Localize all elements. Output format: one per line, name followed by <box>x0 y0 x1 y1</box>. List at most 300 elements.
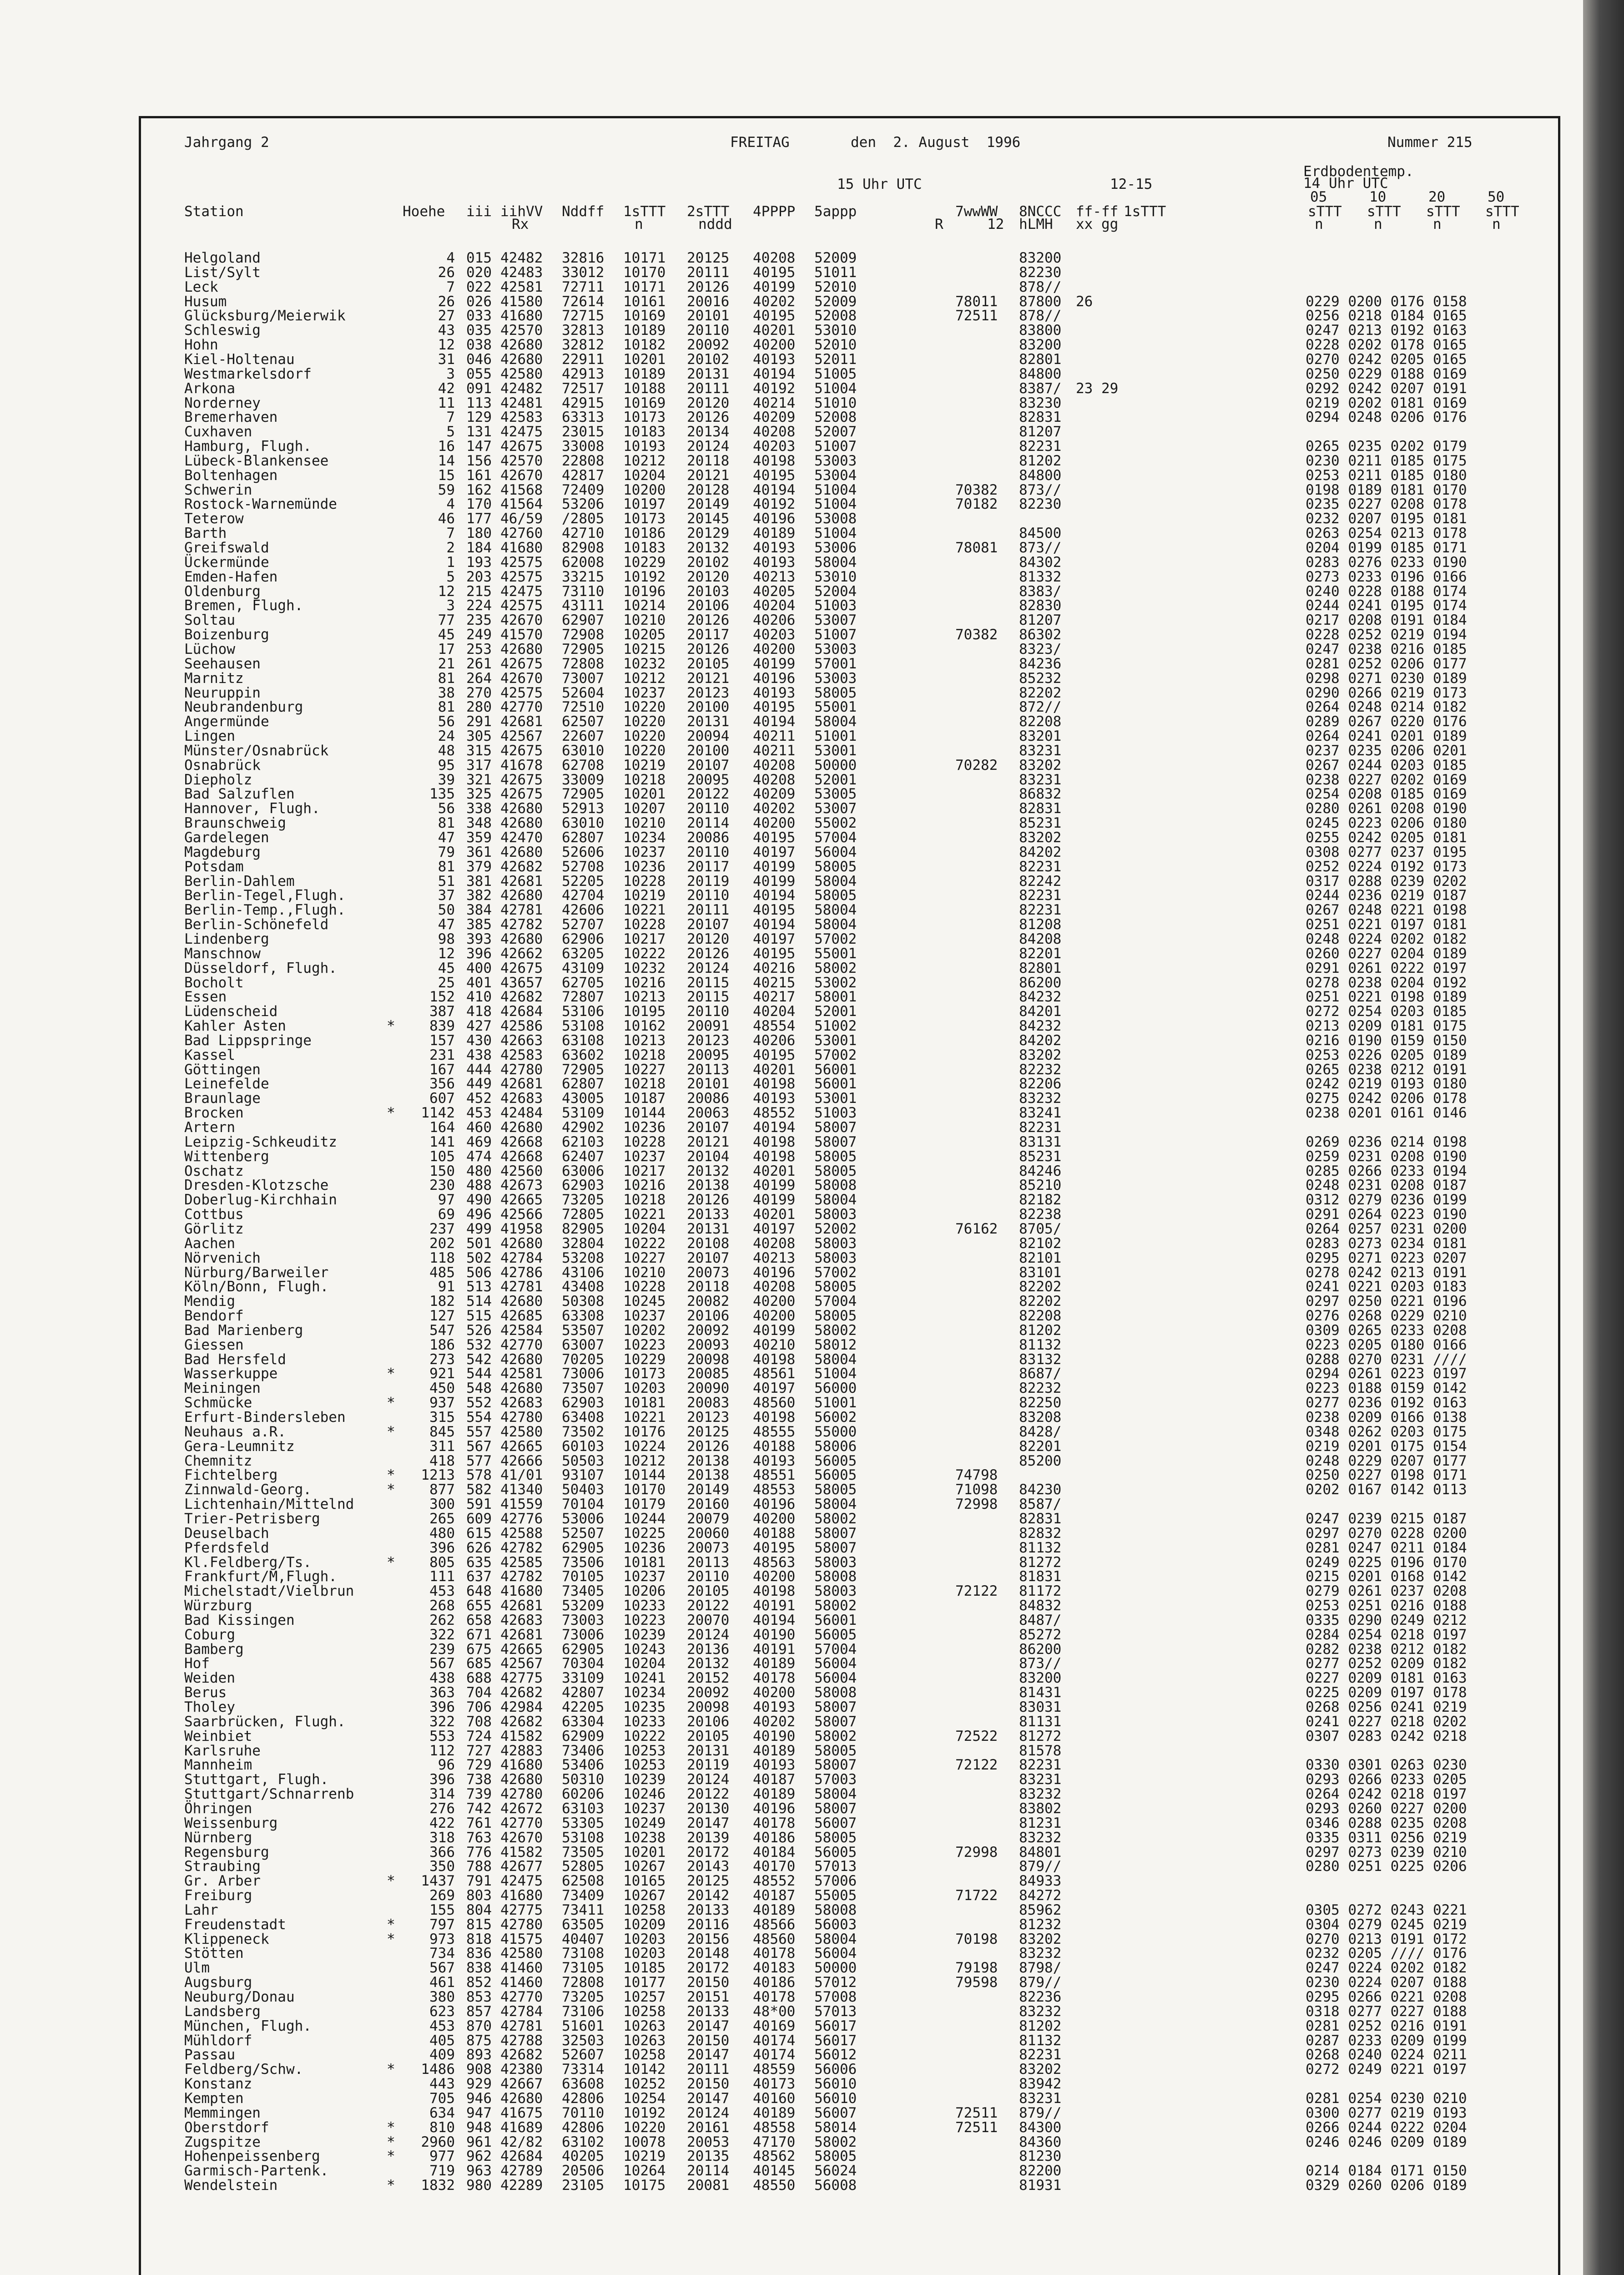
table-cell: 12 <box>438 945 455 962</box>
table-cell: 0280 0261 0208 0190 <box>1306 800 1467 817</box>
station-name: Glücksburg/Meierwik <box>184 308 346 324</box>
table-cell: 0247 0213 0192 0163 <box>1306 322 1467 339</box>
table-cell: 0228 0202 0178 0165 <box>1306 337 1467 354</box>
table-cell: 82208 <box>1019 713 1062 730</box>
table-cell: 42482 <box>500 250 543 266</box>
table-cell: 57001 <box>814 655 857 672</box>
table-cell: 738 <box>466 1771 492 1788</box>
table-cell: 805 <box>429 1554 455 1571</box>
table-cell: 401 <box>466 974 492 991</box>
table-cell: 53206 <box>562 496 605 513</box>
table-cell: 20132 <box>687 1163 730 1179</box>
table-cell: 20124 <box>687 438 730 455</box>
table-cell: 51005 <box>814 365 857 382</box>
table-cell: 58014 <box>814 2119 857 2136</box>
table-cell: 20114 <box>687 815 730 832</box>
table-cell: 42583 <box>500 1046 543 1063</box>
table-cell: 10201 <box>623 1844 666 1860</box>
table-cell: 40197 <box>753 844 796 860</box>
table-cell: 387 <box>429 1003 455 1020</box>
table-cell: 20148 <box>687 1945 730 1962</box>
station-name: Chemnitz <box>184 1452 252 1469</box>
table-cell: 0281 0252 0216 0191 <box>1306 2017 1467 2034</box>
table-cell: 81 <box>438 670 455 687</box>
table-cell: 0245 0223 0206 0180 <box>1306 815 1467 832</box>
table-cell: 10201 <box>623 786 666 803</box>
station-name: Emden-Hafen <box>184 568 278 585</box>
table-cell: 52507 <box>562 1525 605 1542</box>
table-cell: 57002 <box>814 1046 857 1063</box>
table-cell: 10169 <box>623 308 666 324</box>
table-cell: 48550 <box>753 2177 796 2194</box>
table-cell: 135 <box>429 786 455 803</box>
table-cell: 42770 <box>500 699 543 716</box>
table-cell: 10263 <box>623 2032 666 2049</box>
table-cell: 53007 <box>814 800 857 817</box>
column-subheader: 12 <box>987 216 1004 233</box>
table-cell: 0268 0240 0224 0211 <box>1306 2047 1467 2063</box>
table-cell: 10228 <box>623 1133 666 1150</box>
table-cell: 0228 0252 0219 0194 <box>1306 627 1467 643</box>
table-cell: 72905 <box>562 786 605 803</box>
table-cell: 83208 <box>1019 1409 1062 1426</box>
table-cell: 0346 0288 0235 0208 <box>1306 1815 1467 1831</box>
table-cell: 72808 <box>562 655 605 672</box>
table-cell: 742 <box>466 1800 492 1817</box>
table-cell: 82232 <box>1019 1380 1062 1397</box>
table-cell: 82208 <box>1019 1308 1062 1325</box>
table-cell: 0312 0279 0236 0199 <box>1306 1192 1467 1208</box>
table-cell: 348 <box>466 815 492 832</box>
station-name: Görlitz <box>184 1220 244 1237</box>
table-cell: 688 <box>466 1670 492 1687</box>
table-cell: 40196 <box>753 1496 796 1513</box>
table-cell: 0238 0209 0166 0138 <box>1306 1409 1467 1426</box>
column-subheader: n <box>1374 216 1382 233</box>
table-cell: 215 <box>466 583 492 600</box>
table-cell: 20118 <box>687 1279 730 1295</box>
table-cell: 82231 <box>1019 1757 1062 1774</box>
table-cell: 62909 <box>562 1728 605 1744</box>
table-cell: 42780 <box>500 1916 543 1933</box>
table-cell: 40205 <box>753 583 796 600</box>
table-cell: 32813 <box>562 322 605 339</box>
table-cell: 58005 <box>814 684 857 701</box>
table-cell: 78011 <box>955 293 998 310</box>
table-cell: * <box>387 2148 395 2165</box>
table-cell: 42683 <box>500 1395 543 1411</box>
table-cell: 724 <box>466 1728 492 1744</box>
table-cell: 84232 <box>1019 989 1062 1006</box>
table-cell: 249 <box>466 627 492 643</box>
table-cell: 52805 <box>562 1858 605 1875</box>
table-cell: 033 <box>466 308 492 324</box>
table-cell: 86200 <box>1019 974 1062 991</box>
table-cell: 43109 <box>562 960 605 976</box>
table-cell: 72510 <box>562 699 605 716</box>
station-name: Marnitz <box>184 670 244 687</box>
table-cell: 42/82 <box>500 2133 543 2150</box>
table-cell: 10193 <box>623 438 666 455</box>
table-cell: 10223 <box>623 1612 666 1628</box>
table-cell: 42680 <box>500 800 543 817</box>
table-cell: 396 <box>429 1539 455 1556</box>
table-cell: 788 <box>466 1858 492 1875</box>
table-cell: 40195 <box>753 829 796 846</box>
table-cell: 42575 <box>500 554 543 571</box>
table-cell: 0253 0211 0185 0180 <box>1306 467 1467 484</box>
table-cell: 58004 <box>814 916 857 933</box>
table-cell: 52001 <box>814 1003 857 1020</box>
table-cell: 0225 0209 0197 0178 <box>1306 1684 1467 1701</box>
table-cell: 53109 <box>562 1105 605 1122</box>
table-cell: 51001 <box>814 728 857 745</box>
table-cell: 81231 <box>1019 1815 1062 1831</box>
table-cell: 40191 <box>753 1598 796 1614</box>
table-cell: 55000 <box>814 1423 857 1440</box>
table-cell: 20142 <box>687 1887 730 1904</box>
table-cell: 0217 0208 0191 0184 <box>1306 612 1467 629</box>
table-cell: 10202 <box>623 1322 666 1339</box>
station-name: Manschnow <box>184 945 261 962</box>
table-cell: 671 <box>466 1626 492 1643</box>
table-cell: 40189 <box>753 1742 796 1759</box>
table-cell: 71722 <box>955 1887 998 1904</box>
station-name: Helgoland <box>184 250 261 266</box>
table-cell: 53001 <box>814 1090 857 1107</box>
table-cell: 79598 <box>955 1974 998 1991</box>
table-cell: 40208 <box>753 1279 796 1295</box>
table-cell: 8798/ <box>1019 1960 1062 1977</box>
table-cell: 453 <box>466 1105 492 1122</box>
table-cell: 55005 <box>814 1887 857 1904</box>
table-cell: 82238 <box>1019 1206 1062 1223</box>
table-cell: 70198 <box>955 1931 998 1947</box>
table-cell: 83031 <box>1019 1699 1062 1715</box>
table-cell: 40200 <box>753 641 796 657</box>
table-cell: 0230 0211 0185 0175 <box>1306 452 1467 469</box>
table-cell: 237 <box>429 1220 455 1237</box>
table-cell: 0248 0231 0208 0187 <box>1306 1177 1467 1194</box>
table-cell: 70104 <box>562 1496 605 1513</box>
table-cell: 317 <box>466 757 492 774</box>
table-cell: * <box>387 1873 395 1890</box>
table-cell: 37 <box>438 887 455 904</box>
table-cell: 41582 <box>500 1728 543 1744</box>
table-cell: 93107 <box>562 1467 605 1484</box>
table-cell: 45 <box>438 627 455 643</box>
table-cell: 20073 <box>687 1264 730 1281</box>
table-cell: 0250 0229 0188 0169 <box>1306 365 1467 382</box>
table-cell: 0264 0257 0231 0200 <box>1306 1220 1467 1237</box>
table-cell: 20111 <box>687 2061 730 2078</box>
station-name: Soltau <box>184 612 235 629</box>
table-cell: 20102 <box>687 351 730 368</box>
table-cell: 81132 <box>1019 1539 1062 1556</box>
table-cell: 58004 <box>814 902 857 919</box>
table-cell: 51004 <box>814 1365 857 1382</box>
table-cell: * <box>387 2133 395 2150</box>
table-cell: 20123 <box>687 684 730 701</box>
table-cell: 10201 <box>623 351 666 368</box>
table-cell: 40186 <box>753 1974 796 1991</box>
table-cell: 42673 <box>500 1177 543 1194</box>
table-cell: 0213 0209 0181 0175 <box>1306 1018 1467 1035</box>
table-cell: 10205 <box>623 627 666 643</box>
table-cell: 53010 <box>814 322 857 339</box>
table-cell: 038 <box>466 337 492 354</box>
table-cell: 58002 <box>814 1728 857 1744</box>
station-name: Nürnberg <box>184 1829 252 1846</box>
table-cell: 58004 <box>814 554 857 571</box>
table-cell: 648 <box>466 1583 492 1600</box>
table-cell: 10253 <box>623 1742 666 1759</box>
column-header: 8NCCC <box>1019 203 1062 220</box>
table-cell: 485 <box>429 1264 455 1281</box>
table-cell: 10264 <box>623 2163 666 2179</box>
table-cell: 350 <box>429 1858 455 1875</box>
table-cell: 83101 <box>1019 1264 1062 1281</box>
table-cell: 962 <box>466 2148 492 2165</box>
table-cell: 10218 <box>623 1046 666 1063</box>
station-name: Münster/Osnabrück <box>184 742 329 759</box>
table-cell: 72998 <box>955 1844 998 1860</box>
table-cell: 40174 <box>753 2047 796 2063</box>
table-cell: 10245 <box>623 1293 666 1310</box>
table-cell: 363 <box>429 1684 455 1701</box>
table-cell: 83231 <box>1019 742 1062 759</box>
table-cell: 72522 <box>955 1728 998 1744</box>
table-cell: 60103 <box>562 1438 605 1455</box>
station-name: Freiburg <box>184 1887 252 1904</box>
table-cell: 322 <box>429 1713 455 1730</box>
table-cell: 84272 <box>1019 1887 1062 1904</box>
table-cell: 82231 <box>1019 902 1062 919</box>
table-cell: 56004 <box>814 1655 857 1672</box>
table-cell: 10210 <box>623 815 666 832</box>
station-name: Bad Salzuflen <box>184 786 295 803</box>
table-cell: 20126 <box>687 945 730 962</box>
depth-20: 20 <box>1428 189 1446 205</box>
table-cell: 42665 <box>500 1438 543 1455</box>
table-cell: 113 <box>466 394 492 411</box>
station-name: Augsburg <box>184 1974 252 1991</box>
table-cell: 81578 <box>1019 1742 1062 1759</box>
table-cell: 84208 <box>1019 930 1062 947</box>
table-cell: 977 <box>429 2148 455 2165</box>
table-cell: 40204 <box>753 1003 796 1020</box>
table-cell: 42817 <box>562 467 605 484</box>
table-cell: 10078 <box>623 2133 666 2150</box>
table-cell: 20172 <box>687 1844 730 1860</box>
table-cell: 1213 <box>421 1467 455 1484</box>
table-cell: 26 <box>438 293 455 310</box>
table-cell: 444 <box>466 1061 492 1078</box>
table-cell: 0270 0213 0191 0172 <box>1306 1931 1467 1947</box>
table-cell: 10176 <box>623 1423 666 1440</box>
table-cell: * <box>387 1916 395 1933</box>
table-cell: 10187 <box>623 1090 666 1107</box>
table-cell: 10221 <box>623 1206 666 1223</box>
table-cell: 193 <box>466 554 492 571</box>
table-cell: 42780 <box>500 1786 543 1803</box>
depth-10: 10 <box>1369 189 1387 205</box>
table-cell: 48559 <box>753 2061 796 2078</box>
table-cell: 25 <box>438 974 455 991</box>
table-cell: 72805 <box>562 1206 605 1223</box>
table-cell: 0295 0271 0223 0207 <box>1306 1249 1467 1266</box>
table-cell: 10234 <box>623 829 666 846</box>
table-cell: 0238 0227 0202 0169 <box>1306 771 1467 788</box>
station-name: Garmisch-Partenk. <box>184 2163 329 2179</box>
table-cell: 83202 <box>1019 2061 1062 2078</box>
station-name: Würzburg <box>184 1598 252 1614</box>
table-cell: 615 <box>466 1525 492 1542</box>
table-cell: 0254 0208 0185 0169 <box>1306 786 1467 803</box>
table-cell: 111 <box>429 1568 455 1585</box>
table-cell: 42289 <box>500 2177 543 2194</box>
table-cell: 48560 <box>753 1931 796 1947</box>
station-name: Stuttgart/Schnarrenb <box>184 1786 354 1803</box>
table-cell: 40194 <box>753 713 796 730</box>
table-cell: 42784 <box>500 1249 543 1266</box>
station-name: Braunschweig <box>184 815 286 832</box>
table-cell: 74798 <box>955 1467 998 1484</box>
table-cell: 81208 <box>1019 916 1062 933</box>
table-cell: 41460 <box>500 1960 543 1977</box>
table-cell: 56010 <box>814 2090 857 2107</box>
table-cell: 10196 <box>623 583 666 600</box>
table-cell: 57006 <box>814 1873 857 1890</box>
table-cell: 0223 0205 0180 0166 <box>1306 1336 1467 1353</box>
table-cell: 42675 <box>500 742 543 759</box>
table-cell: 58004 <box>814 713 857 730</box>
table-cell: 637 <box>466 1568 492 1585</box>
table-cell: 52606 <box>562 844 605 860</box>
station-name: Passau <box>184 2047 235 2063</box>
table-cell: 804 <box>466 1901 492 1918</box>
table-cell: 20083 <box>687 1395 730 1411</box>
table-cell: 82231 <box>1019 2047 1062 2063</box>
station-name: Berlin-Dahlem <box>184 873 295 890</box>
table-cell: 42680 <box>500 351 543 368</box>
station-name: Memmingen <box>184 2104 261 2121</box>
table-cell: 62903 <box>562 1395 605 1411</box>
table-cell: 43657 <box>500 974 543 991</box>
table-cell: 734 <box>429 1945 455 1962</box>
table-cell: 0241 0221 0203 0183 <box>1306 1279 1467 1295</box>
table-cell: 20101 <box>687 1076 730 1092</box>
table-cell: 56017 <box>814 2032 857 2049</box>
table-cell: 58003 <box>814 1583 857 1600</box>
station-name: Giessen <box>184 1336 244 1353</box>
table-cell: 0294 0248 0206 0176 <box>1306 409 1467 426</box>
table-cell: 10189 <box>623 322 666 339</box>
table-cell: 58002 <box>814 960 857 976</box>
table-cell: 10204 <box>623 1655 666 1672</box>
table-cell: 20131 <box>687 365 730 382</box>
station-name: Lichtenhain/Mittelnd <box>184 1496 354 1513</box>
table-cell: 56 <box>438 713 455 730</box>
table-cell: 10243 <box>623 1641 666 1658</box>
table-cell: 42606 <box>562 902 605 919</box>
table-cell: 253 <box>466 641 492 657</box>
table-cell: 567 <box>466 1438 492 1455</box>
column-header: ff-ff <box>1076 203 1119 220</box>
table-cell: 83231 <box>1019 771 1062 788</box>
table-cell: 40199 <box>753 278 796 295</box>
table-cell: 443 <box>429 2076 455 2093</box>
table-cell: 20126 <box>687 409 730 426</box>
table-cell: 405 <box>429 2032 455 2049</box>
table-cell: 40184 <box>753 1844 796 1860</box>
station-name: Barth <box>184 525 227 542</box>
table-cell: 56000 <box>814 1380 857 1397</box>
table-cell: 361 <box>466 844 492 860</box>
table-cell: 675 <box>466 1641 492 1658</box>
table-cell: 1486 <box>421 2061 455 2078</box>
table-cell: 58002 <box>814 1598 857 1614</box>
table-cell: 10228 <box>623 916 666 933</box>
table-cell: 72807 <box>562 989 605 1006</box>
table-cell: 10183 <box>623 540 666 556</box>
table-cell: 58008 <box>814 1901 857 1918</box>
table-cell: 57012 <box>814 1974 857 1991</box>
table-cell: 231 <box>429 1046 455 1063</box>
column-header: sTTT <box>1426 203 1460 220</box>
table-cell: 56005 <box>814 1452 857 1469</box>
table-cell: 42670 <box>500 670 543 687</box>
table-cell: 10200 <box>623 481 666 498</box>
table-cell: * <box>387 1365 395 1382</box>
table-cell: 42683 <box>500 1612 543 1628</box>
table-cell: 84202 <box>1019 844 1062 860</box>
station-name: Berlin-Temp.,Flugh. <box>184 902 346 919</box>
table-cell: 450 <box>429 1380 455 1397</box>
column-header: sTTT <box>1308 203 1342 220</box>
table-cell: 127 <box>429 1308 455 1325</box>
table-cell: 48551 <box>753 1467 796 1484</box>
table-cell: 73406 <box>562 1742 605 1759</box>
table-cell: 577 <box>466 1452 492 1469</box>
table-cell: 948 <box>466 2119 492 2136</box>
table-cell: 33008 <box>562 438 605 455</box>
table-cell: /2805 <box>562 511 605 527</box>
table-cell: 0308 0277 0237 0195 <box>1306 844 1467 860</box>
table-cell: 56001 <box>814 1076 857 1092</box>
station-name: Kiel-Holtenau <box>184 351 295 368</box>
station-name: Hohenpeissenberg <box>184 2148 320 2165</box>
table-cell: 41559 <box>500 1496 543 1513</box>
table-cell: 10227 <box>623 1249 666 1266</box>
table-cell: 48555 <box>753 1423 796 1440</box>
table-cell: 490 <box>466 1192 492 1208</box>
table-cell: 40178 <box>753 1945 796 1962</box>
station-name: Hohn <box>184 337 218 354</box>
table-cell: 8587/ <box>1019 1496 1062 1513</box>
table-cell: 40208 <box>753 250 796 266</box>
table-cell: 47 <box>438 916 455 933</box>
table-cell: 0291 0264 0223 0190 <box>1306 1206 1467 1223</box>
table-cell: 803 <box>466 1887 492 1904</box>
table-cell: 53003 <box>814 641 857 657</box>
station-name: Weiden <box>184 1670 235 1687</box>
table-cell: 81132 <box>1019 1336 1062 1353</box>
station-name: Düsseldorf, Flugh. <box>184 960 337 976</box>
table-cell: 0300 0277 0219 0193 <box>1306 2104 1467 2121</box>
table-cell: 15 <box>438 467 455 484</box>
table-cell: 10181 <box>623 1554 666 1571</box>
